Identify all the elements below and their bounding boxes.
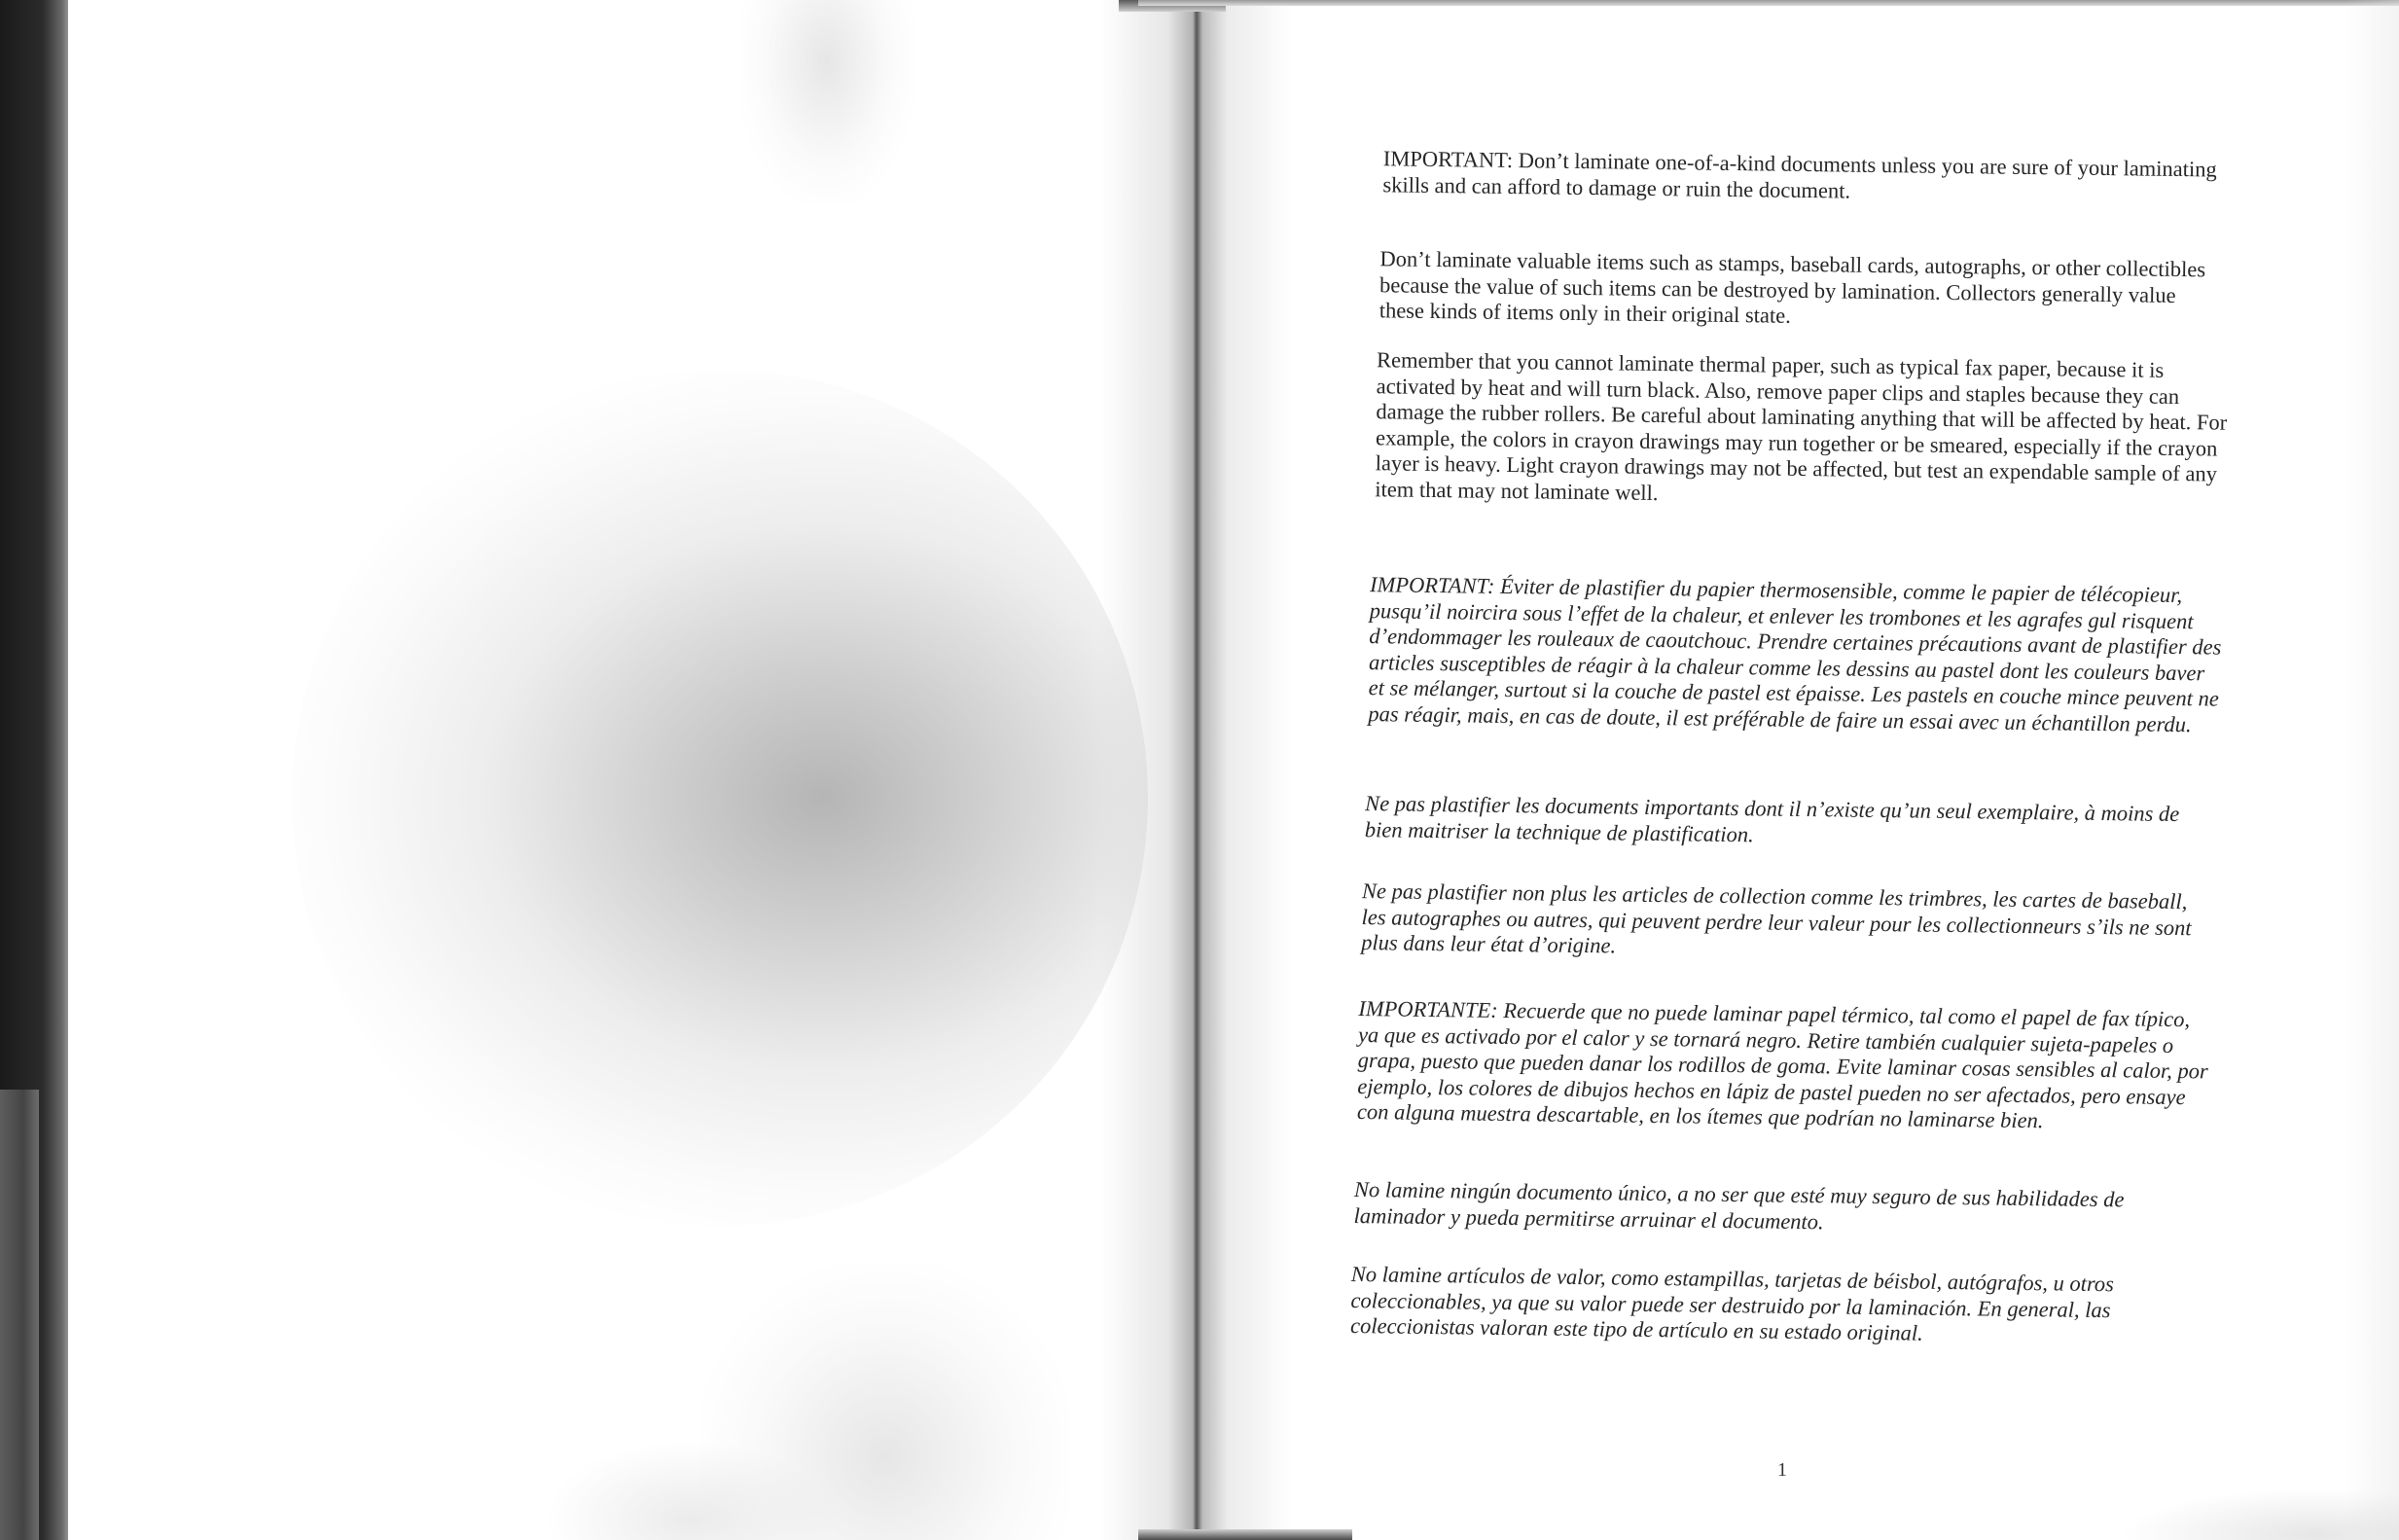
warning-paragraph-fr-2: Ne pas plastifier les documents importants dont il n’existe qu’un seul exemplaire, à moins de bien maitriser la technique de plastification. — [1364, 791, 2180, 846]
warning-paragraph-es-2: No lamine ningún documento único, a no ser que esté muy seguro de sus habilidades de laminador y pueda permitirse arruinar el documento. — [1353, 1176, 2125, 1234]
warning-paragraph-en-3: Remember that you cannot laminate thermal paper, such as typical fax paper, because it is activated by heat and will turn black. Also, remove paper clips and staples because they can damage the rubber rollers. Be careful about laminating anything that will be affected by heat. For example, the colors in crayon drawings may run together or be smeared, especially if the crayon layer is heavy. Light crayon drawings may not be affected, but test an expendable sample of any item that may not laminate well. — [1375, 347, 2228, 505]
page-number: 1 — [1777, 1459, 1787, 1481]
warning-paragraph-fr-1: IMPORTANT: Éviter de plastifier du papier thermosensible, comme le papier de télécopieur, pusqu’il noircira sous l’effet de la chaleur, et enlever les trombones et les agrafes gul risquent d’endommager les rouleaux de caoutchouc. Prendre certaines précautions avant de plastifier des articles susceptibles de réagir à la chaleur comme les dessins au pastel dont les couleurs baver et se mélanger, surtout si la couche de pastel est épaisse. Les pastels en couche mince peuvent ne pas réagir, mais, en cas de doute, il est préférable de faire un essai avec un échantillon perdu. — [1368, 572, 2222, 736]
warning-paragraph-es-1: IMPORTANTE: Recuerde que no puede laminar papel térmico, tal como el papel de fax típico, ya que es activado por el calor y se tornará negro. Retire también cualquier sujeta-papeles o grapa, puesto que pueden danar los rodillos de goma. Evite laminar cosas sensibles al calor, por ejemplo, los colores de dibujos hechos en lápiz de pastel pueden no ser afectados, pero ensaye con alguna muestra descartable, en los ítemes que podrían no laminarse bien. — [1356, 996, 2208, 1133]
show-through-shadow-top — [739, 0, 914, 204]
warning-paragraph-en-2: Don’t laminate valuable items such as stamps, baseball cards, autographs, or other collectibles because the value of such items can be destroyed by lamination. Collectors generally value these kinds of items only in their original state. — [1379, 246, 2206, 328]
book-gutter — [1099, 0, 1294, 1540]
right-page-text — [1349, 146, 2228, 1345]
warning-paragraph-en-1: IMPORTANT: Don’t laminate one-of-a-kind documents unless you are sure of your laminating skills and can afford to damage or ruin the document. — [1382, 146, 2217, 203]
warning-paragraph-fr-3: Ne pas plastifier non plus les articles de collection comme les trimbres, les cartes de baseball, les autographes ou autres, qui peuvent perdre leur valeur pour les collectionneurs s’ils ne sont plus dans leur état d’origine. — [1361, 878, 2192, 958]
show-through-shadow — [292, 370, 1148, 1226]
page-top-edge — [1138, 0, 2399, 6]
gutter-bottom-shadow — [1138, 1529, 1352, 1540]
show-through-shadow-lower — [545, 1440, 837, 1540]
page-right-edge — [2345, 0, 2399, 1540]
page-corner-shadow — [2121, 1488, 2399, 1540]
warning-paragraph-es-3: No lamine artículos de valor, como estampillas, tarjetas de béisbol, autógrafos, u otros coleccionables, ya que su valor puede ser destruido por la laminación. En general, las coleccionistas valoran este tipo de artículo en su estado original. — [1349, 1261, 2115, 1345]
scanner-edge-shadow — [0, 0, 78, 1540]
